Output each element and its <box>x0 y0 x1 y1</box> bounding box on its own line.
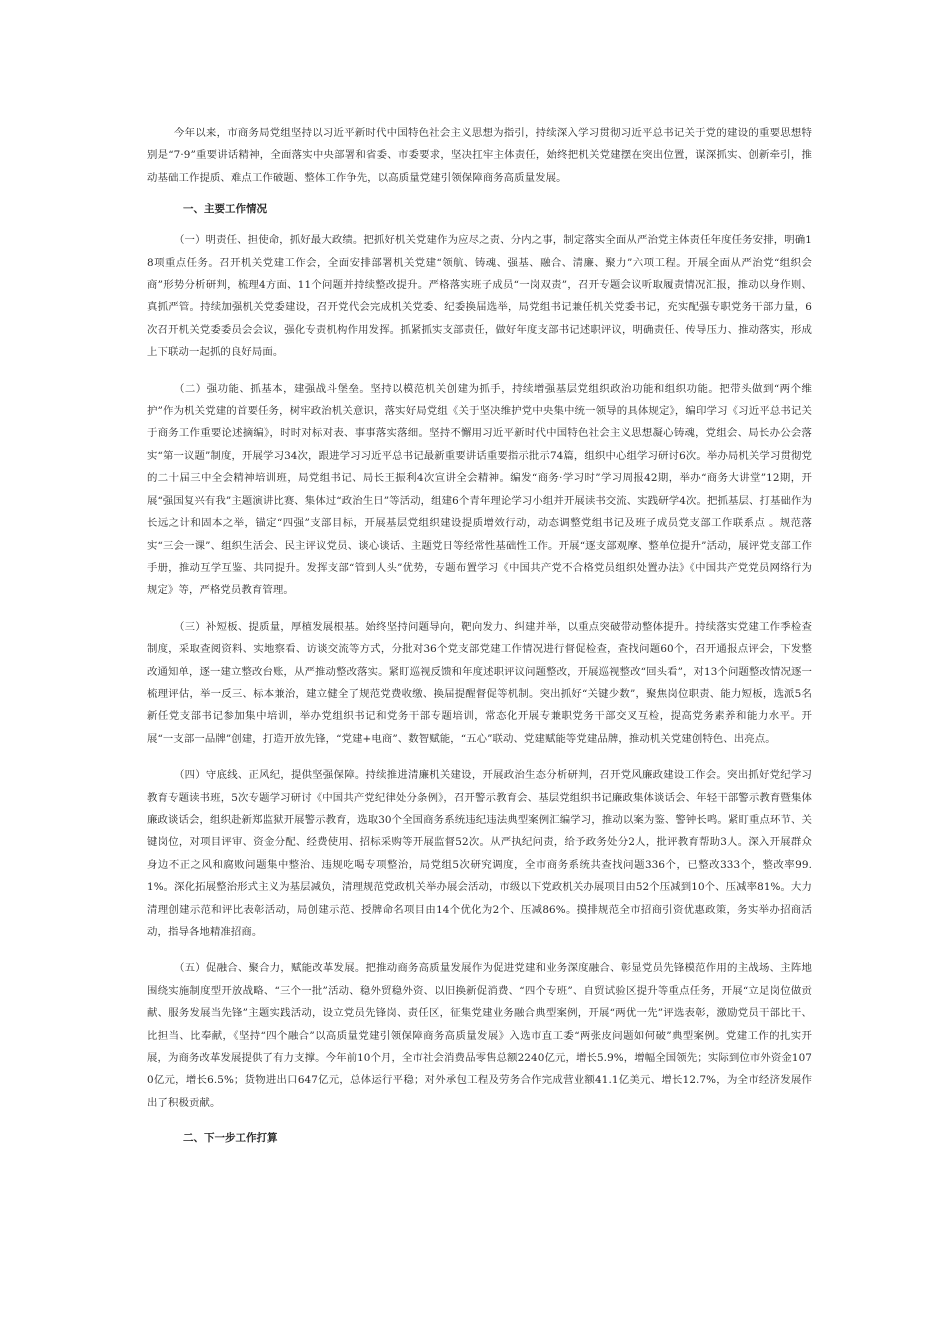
paragraph-responsibility: （一）明责任、担使命，抓好最大政绩。把抓好机关党建作为应尽之责、分内之事，制定落实全面从严治党主体责任年度任务安排，明确18项重点任务。召开机关党建工作会，全面安排部署机关党建“领航、铸魂、强基、融合、清廉、聚力”六项工程。开展全面从严治党“组织会商”形势分析研判，梳理4方面、11个问题并持续整改提升。严格落实班子成员“一岗双责”，召开专题会议听取履责情况汇报，推动以身作则、真抓严管。持续加强机关党委建设，召开党代会完成机关党委、纪委换届选举，局党组书记兼任机关党委书记，充实配强专职党务干部力量，6次召开机关党委委员会会议，强化专责机构作用发挥。抓紧抓实支部责任，做好年度支部书记述职评议，明确责任、传导压力、推动落实，形成上下联动一起抓的良好局面。 <box>147 234 812 359</box>
paragraph-quality: （三）补短板、提质量，厚植发展根基。始终坚持问题导向，靶向发力、纠建并举，以重点突破带动整体提升。持续落实党建工作季检查制度，采取查阅资料、实地察看、访谈交流等方式，分批对36个党支部党建工作情况进行督促检查，查找问题60个，召开通报点评会，下发整改通知单，逐一建立整改台账，从严推动整改落实。紧盯巡视反馈和年度述职评议问题整改，开展巡视整改“回头看”，对13个问题整改情况逐一梳理评估，举一反三、标本兼治，建立健全了规范党费收缴、换届提醒督促等机制。突出抓好“关键少数”，聚焦岗位职责、能力短板，选派5名新任党支部书记参加集中培训，举办党组织书记和党务干部专题培训，常态化开展专兼职党务干部交叉互检，提高党务素养和能力水平。开展“一支部一品牌”创建，打造开放先锋，“党建+电商”、数智赋能，“五心”联动、党建赋能等党建品牌，推动机关党建创特色、出亮点。 <box>147 620 812 745</box>
paragraph-discipline: （四）守底线、正风纪，提供坚强保障。持续推进清廉机关建设，开展政治生态分析研判，召开党风廉政建设工作会。突出抓好党纪学习教育专题读书班，5次专题学习研讨《中国共产党纪律处分条例》，召开警示教育会、基层党组织书记廉政集体谈话会、年轻干部警示教育暨集体廉政谈话会，组织赴新郑监狱开展警示教育，选取30个全国商务系统违纪违法典型案例汇编学习，推动以案为鉴、警钟长鸣。紧盯重点环节、关键岗位，对项目评审、资金分配、经费使用、招标采购等开展监督52次。从严执纪问责，给予政务处分2人，批评教育帮助3人。深入开展群众身边不正之风和腐败问题集中整治、违规吃喝专项整治，局党组5次研究调度，全市商务系统共查找问题336个，已整改333个，整改率99.1%。深化拓展整治形式主义为基层减负，清理规范党政机关举办展会活动，市级以下党政机关办展项目由52个压减到10个、压减率81%。大力清理创建示范和评比表彰活动，局创建示范、授牌命名项目由14个优化为2个、压减86%。摸排规范全市招商引资优惠政策，务实举办招商活动，指导各地精准招商。 <box>147 769 812 938</box>
section-heading-main-work: 一、主要工作情况 <box>183 203 267 216</box>
section-heading-next-steps: 二、下一步工作打算 <box>183 1132 278 1145</box>
intro-paragraph: 今年以来，市商务局党组坚持以习近平新时代中国特色社会主义思想为指引，持续深入学习贯彻习近平总书记关于党的建设的重要思想特别是“7·9”重要讲话精神，全面落实中央部署和省委、市委要求，坚决扛牢主体责任，始终把机关党建摆在突出位置，谋深抓实、创新牵引，推动基础工作提质、难点工作破题、整体工作争先，以高质量党建引领保障商务高质量发展。 <box>147 127 812 184</box>
document-body <box>147 122 812 1148</box>
paragraph-function: （二）强功能、抓基本，建强战斗堡垒。坚持以模范机关创建为抓手，持续增强基层党组织政治功能和组织功能。把带头做到“两个维护”作为机关党建的首要任务，树牢政治机关意识，落实好局党组《关于坚决维护党中央集中统一领导的具体规定》，编印学习《习近平总书记关于商务工作重要论述摘编》，时时对标对表、事事落实落细。坚持不懈用习近平新时代中国特色社会主义思想凝心铸魂，党组会、局长办公会落实“第一议题”制度，开展学习34次，跟进学习习近平总书记最新重要讲话重要指示批示74篇，组织中心组学习研讨6次。举办局机关学习贯彻党的二十届三中全会精神培训班，局党组书记、局长王振利4次宣讲全会精神。编发“商务·学习时”学习周报42期，举办“商务大讲堂”12期，开展“强国复兴有我”主题演讲比赛、集体过“政治生日”等活动，组建6个青年理论学习小组并开展读书交流、实践研学4次。把抓基层、打基础作为长远之计和固本之举，锚定“四强”支部目标，开展基层党组织建设提质增效行动，动态调整党组书记及班子成员党支部工作联系点 。规范落实“三会一课”、组织生活会、民主评议党员、谈心谈话、主题党日等经常性基础性工作。开展“逐支部观摩、整单位提升”活动，展评党支部工作手册，推动互学互鉴、共同提升。发挥支部“管到人头”优势，专题布置学习《中国共产党不合格党员组织处置办法》《中国共产党党员网络行为规定》等，严格党员教育管理。 <box>147 382 812 597</box>
paragraph-integration: （五）促融合、聚合力，赋能改革发展。把推动商务高质量发展作为促进党建和业务深度融合、彰显党员先锋模范作用的主战场、主阵地围绕实施制度型开放战略、“三个一批”活动、稳外贸稳外资、以旧换新促消费、“四个专班”、自贸试验区提升等重点任务，开展“立足岗位做贡献、服务发展当先锋”主题实践活动，设立党员先锋岗、责任区，征集党建业务融合典型案例，开展“两优一先”评选表彰，激励党员干部比干、比担当、比奉献，《坚持“四个融合”以高质量党建引领保障商务高质量发展》入选市直工委“两张皮问题如何破”典型案例。党建工作的扎实开展，为商务改革发展提供了有力支撑。今年前10个月，全市社会消费品零售总额2240亿元，增长5.9%，增幅全国领先；实际到位市外资金1070亿元，增长6.5%；货物进出口647亿元，总体运行平稳；对外承包工程及劳务合作完成营业额41.1亿美元、增长12.7%，为全市经济发展作出了积极贡献。 <box>147 962 812 1109</box>
